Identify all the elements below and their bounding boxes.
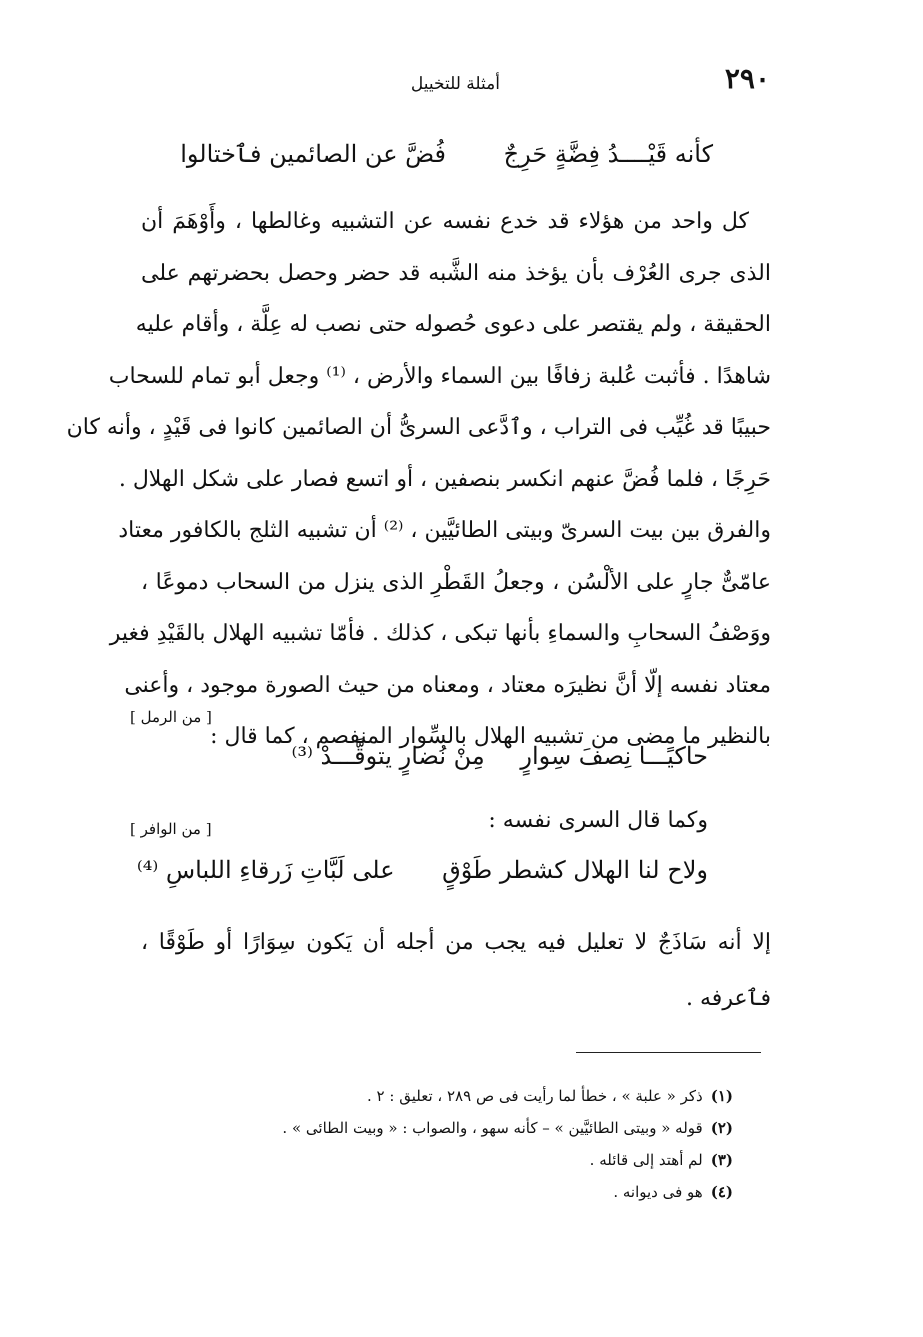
footnote-number: (١) <box>710 1087 733 1105</box>
body-line: الذى جرى العُرْف بأن يؤخذ منه الشَّبه قد حضر وحصل بحضرتهم على <box>141 260 771 286</box>
body-line: عامّىٌّ جارٍ على الألْسُن ، وجعلُ القَطْرِ الذى ينزل من السحاب دموعًا ، <box>141 569 771 595</box>
footnote-text: لم أهتد إلى قائله . <box>589 1151 703 1169</box>
footnote-text: هو فى ديوانه . <box>613 1183 703 1201</box>
body-line: كل واحد من هؤلاء قد خدع نفسه عن التشبيه وغالطها ، وأَوْهَمَ أن <box>141 209 749 234</box>
body-line: حبيبًا قد غُيِّب فى التراب ، وٱدَّعى السرىُّ أن الصائمين كانوا فى قَيْدٍ ، وأنه كان <box>66 415 771 440</box>
body-line: ووَصْفُ السحابِ والسماءِ بأنها تبكى ، كذلك . فأمّا تشبيه الهلال بالقَيْدِ فغير <box>109 621 771 646</box>
verse-3 <box>137 856 708 884</box>
body-line: شاهدًا . فأثبت عُلبة زفافًا بين السماء والأرض ، ⁽¹⁾ وجعل أبو تمام للسحاب <box>108 363 771 389</box>
verse-1-hemistich-1: كأنه قَيْــــدُ فِضَّةٍ حَرِجٌ <box>503 140 713 168</box>
verse-2 <box>263 742 708 770</box>
footnote-number: (٤) <box>710 1183 733 1201</box>
footnote-number: (٢) <box>710 1119 733 1137</box>
page-header <box>130 62 770 102</box>
closing-line: فٱعرفه . <box>686 986 771 1011</box>
body-line: والفرق بين بيت السرىّ وبيتى الطائيَّين ، ⁽²⁾ أن تشبيه الثلج بالكافور معتاد <box>118 518 771 543</box>
footnote-2 <box>282 1112 733 1144</box>
body-line: الحقيقة ، ولم يقتصر على دعوى حُصوله حتى نصب له عِلَّة ، وأقام عليه <box>135 312 771 337</box>
verse-1-hemistich-2: فُضَّ عن الصائمين فٱختالوا <box>180 140 447 168</box>
footnote-number: (٣) <box>710 1151 733 1169</box>
meter-label: [ من الرمل ] <box>130 708 212 726</box>
verse-3-intro: وكما قال السرى نفسه : <box>488 808 708 833</box>
verse-1 <box>180 140 713 168</box>
footnote-4 <box>282 1176 733 1208</box>
meter-label: [ من الوافر ] <box>130 820 212 838</box>
body-paragraph <box>66 196 771 763</box>
body-line: حَرِجًا ، فلما فُضَّ عنهم انكسر بنصفين ، أو اتسع فصار على شكل الهلال . <box>118 466 771 492</box>
body-line: معتاد نفسه إلّا أنَّ نظيرَه معتاد ، ومعناه من حيث الصورة موجود ، وأعنى <box>124 672 771 698</box>
page-number: ٢٩٠ <box>724 62 770 95</box>
running-title: أمثلة للتخييل <box>410 74 500 94</box>
footnote-text: قوله « وبيتى الطائيَّين » – كأنه سهو ، والصواب : « وبيت الطائى » . <box>282 1119 703 1137</box>
footnotes <box>282 1080 733 1208</box>
footnote-text: ذكر « علبة » ، خطأ لما رأيت فى ص ٢٨٩ ، تعليق : ٢ . <box>367 1087 703 1105</box>
footnote-3 <box>282 1144 733 1176</box>
closing-paragraph <box>141 915 771 1027</box>
footnote-1 <box>282 1080 733 1112</box>
verse-3-hemistich-2: على لَبَّاتِ زَرقاءِ اللباسِ ⁽⁴⁾ <box>136 856 395 884</box>
verse-3-hemistich-1: ولاح لنا الهلال كشطر طَوْقٍ <box>442 856 708 884</box>
verse-2-hemistich-1: حاكيًـــا نِصفَ سِوارٍ <box>520 742 708 770</box>
footnote-divider <box>576 1052 761 1053</box>
body-line: بالنظير ما مضى من تشبيه الهلال بالسِّوار المنفصم ، كما قال : <box>210 724 771 749</box>
closing-line: إلا أنه سَاذَجٌ لا تعليل فيه يجب من أجله أن يَكون سِوَارًا أو طَوْقًا ، <box>141 930 771 955</box>
verse-2-hemistich-2: مِنْ نُضارٍ يتوقَّـــدْ ⁽³⁾ <box>291 742 485 770</box>
